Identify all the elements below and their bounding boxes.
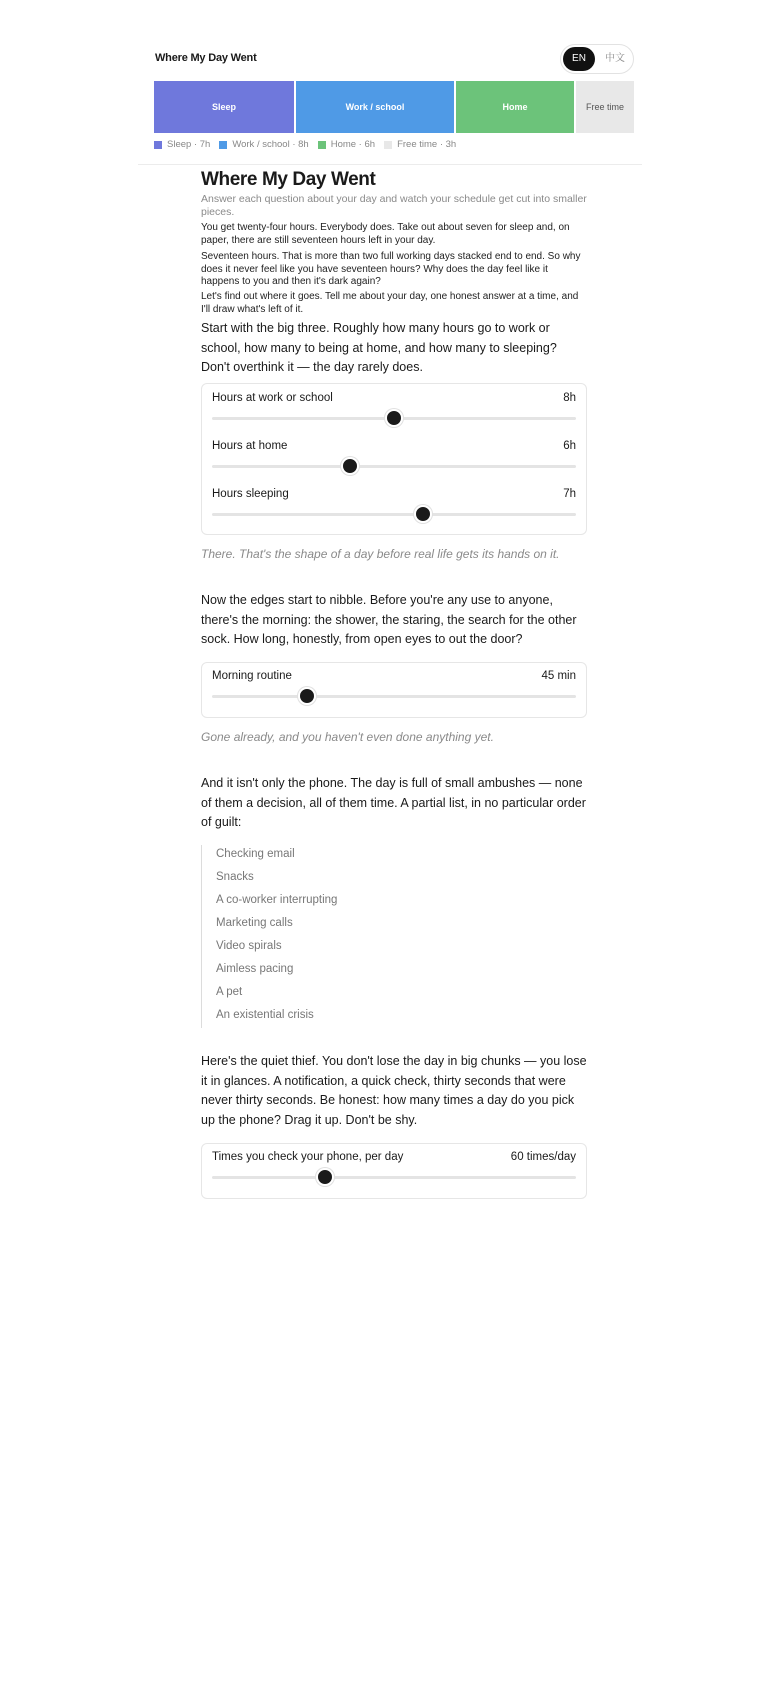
page-title: Where My Day Went [201,169,376,190]
slider-thumb-work[interactable] [385,409,403,427]
legend-swatch [384,141,392,149]
app-title: Where My Day Went [155,52,257,64]
question-phone: Here's the quiet thief. You don't lose the day in big chunks — you lose it in glances. A notification, a quick check, thirty seconds that were never thirty seconds. Be honest: how many times a day do you pick up the phone? Drag it up. Don't be shy. [201,1054,587,1127]
intro-paragraph-1: You get twenty-four hours. Everybody does. Take out about seven for sleep and, on paper, there are still seventeen hours left in your day. [201,222,570,246]
legend-item [318,139,375,150]
slider-value-phone: 60 times/day [510,1151,576,1163]
legend-label: Sleep · 7h [167,139,211,150]
slider-value-sleep: 7h [563,488,576,500]
list-item: A co-worker interrupting [216,894,338,906]
slider-value-morning: 45 min [541,670,576,682]
morning-slider-card [201,662,587,718]
legend-item [384,139,456,150]
day-legend [154,139,465,150]
slider-label-phone: Times you check your phone, per day [212,1151,404,1163]
language-toggle [560,44,634,74]
slider-label-work: Hours at work or school [212,392,333,404]
lang-en-button[interactable]: EN [563,47,595,71]
list-item: Marketing calls [216,917,293,929]
legend-label: Free time · 3h [397,139,457,150]
slider-track-sleep[interactable] [212,513,576,516]
slider-thumb-sleep[interactable] [414,505,432,523]
legend-label: Home · 6h [330,139,376,150]
slider-label-home: Hours at home [212,440,288,452]
phone-slider-card [201,1143,587,1199]
legend-swatch [154,141,162,149]
aside-shape-of-day: There. That's the shape of a day before real life gets its hands on it. [201,547,560,561]
list-item: An existential crisis [216,1009,314,1021]
top-header [138,0,642,165]
slider-track-home[interactable] [212,465,576,468]
slider-thumb-home[interactable] [341,457,359,475]
slider-thumb-phone[interactable] [316,1168,334,1186]
slider-track-morning[interactable] [212,695,576,698]
big-three-sliders-card [201,383,587,535]
lang-zh-button[interactable]: 中文 [605,53,625,64]
legend-item [219,139,308,150]
question-morning: Now the edges start to nibble. Before you're any use to anyone, there's the morning: the shower, the staring, the search for the other sock. How long, honestly, from open eyes to out the door? [201,593,577,646]
page-subtitle: Answer each question about your day and watch your schedule get cut into smaller pieces. [201,193,587,218]
list-item: Aimless pacing [216,963,294,975]
question-big-three: Start with the big three. Roughly how many hours go to work or school, how many to being at home, and how many to sleeping? Don't overthink it — the day rarely does. [201,321,557,374]
list-item: A pet [216,986,243,998]
list-item: Checking email [216,848,295,860]
legend-item [154,139,210,150]
slider-value-home: 6h [563,440,576,452]
legend-swatch [219,141,227,149]
slider-track-phone[interactable] [212,1176,576,1179]
aside-gone-already: Gone already, and you haven't even done anything yet. [201,730,494,744]
day-bar-segment-free: Free time [574,81,634,133]
question-ambushes: And it isn't only the phone. The day is full of small ambushes — none of them a decision, all of them time. A partial list, in no particular order of guilt: [201,776,586,829]
legend-label: Work / school · 8h [232,139,309,150]
list-item: Video spirals [216,940,282,952]
slider-thumb-morning[interactable] [298,687,316,705]
slider-track-work[interactable] [212,417,576,420]
list-item: Snacks [216,871,254,883]
slider-label-morning: Morning routine [212,670,292,682]
slider-value-work: 8h [563,392,576,404]
day-bar-segment-sleep: Sleep [154,81,294,133]
day-bar-segment-home: Home [454,81,574,133]
intro-paragraph-2: Seventeen hours. That is more than two full working days stacked end to end. So why does it never feel like you have seventeen hours? Why does the day feel like it happens to you and then it's dark again? [201,251,581,287]
legend-swatch [318,141,326,149]
day-bar-segment-work: Work / school [294,81,454,133]
slider-label-sleep: Hours sleeping [212,488,289,500]
day-breakdown-bar [154,81,634,133]
ambush-list [201,845,588,1028]
intro-paragraph-3: Let's find out where it goes. Tell me about your day, one honest answer at a time, and I'll draw what's left of it. [201,291,579,315]
